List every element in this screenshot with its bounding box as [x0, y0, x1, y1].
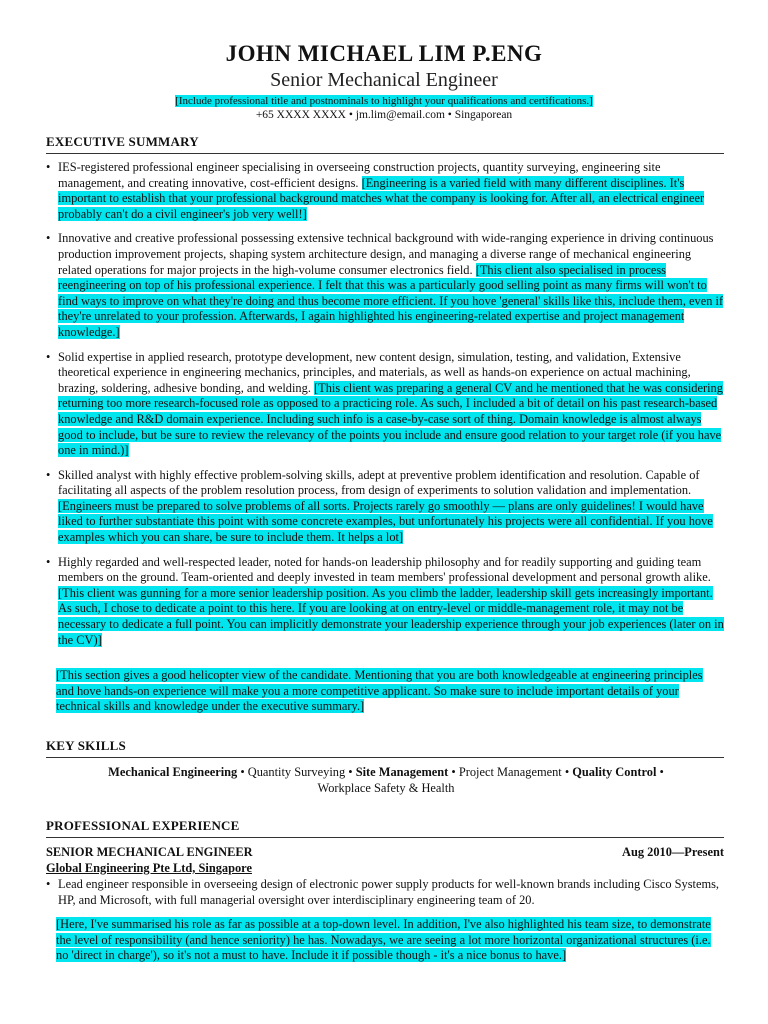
skill-item: Quantity Surveying — [247, 765, 346, 779]
skill-item: Quality Control — [572, 765, 657, 779]
summary-closing-note: [This section gives a good helicopter view of the candidate. Mentioning that you are both knowledgeable at engineering principles and hove hands-on experience will make you a more competitive applicant. So make sure to include important details of your technical skills and knowledge under the executive summary.] — [56, 668, 703, 714]
skill-item: Mechanical Engineering — [108, 765, 238, 779]
annotation-note: [This client was preparing a general CV and he mentioned that he was considering returning too more research-focused role as opposed to a practicing role. As such, I included a bit of detail on his past research-based knowledge and R&D domain experience. Including such info is a case-by-case sort of thing. Domain knowledge is almost always good to include, but be sure to review the relevancy of the points you include and ensure good relation to your target role (if you have one in mind.)] — [58, 380, 723, 458]
company-name: Global Engineering Pte Ltd, Singapore — [46, 861, 252, 875]
summary-bullet: • IES-registered professional engineer specialising in overseeing construction projects, quantity surveying, engineering site management, and creating innovative, cost-efficient designs. [Engineering is a varied field with many different disciplines. It's important to establish that your professional background matches what the company is looking for. After all, an electrical engineer probably can't do a civil engineer's job very well!] — [46, 160, 726, 222]
annotation-note: [Engineering is a varied field with many different disciplines. It's important to establish that your professional background matches what the company is looking for. After all, an electrical engineer probably can't do a civil engineer's job very well!] — [58, 175, 705, 221]
summary-bullet: • Innovative and creative professional possessing extensive technical background with wide-ranging experience in driving continuous production improvement projects, shaping system architecture design, and managing a diverse range of mechanical engineering related operations for major projects in the high-volume consumer electronics field. [This client also specialised in process reengineering on top of his professional experience. I felt that this was a particularly good selling point as many firms will won't to find ways to improve on what they're doing and thus become more efficient. If you hove 'general' skills like this, include them, even if they're unrelated to your profession. Afterwards, I again highlighted his engineering-related expertise and project management knowledge.] — [46, 231, 726, 340]
resume-header — [0, 0, 768, 123]
summary-bullets — [46, 160, 726, 657]
contact-line: +65 XXXX XXXX • jm.lim@email.com • Singaporean — [255, 109, 513, 121]
annotation-note: [This client also specialised in process reengineering on top of his professional experience. I felt that this was a particularly good selling point as many firms will won't to find ways to improve on what they're doing and thus become more efficient. If you hove 'general' skills like this, include them, even if they're unrelated to your profession. Afterwards, I again highlighted his engineering-related expertise and project management knowledge.] — [58, 262, 724, 339]
skill-item: Workplace Safety & Health — [317, 781, 455, 795]
summary-bullet: • Highly regarded and well-respected leader, noted for hands-on leadership philosophy and for readily supporting and guiding team members on the ground. Team-oriented and deeply invested in team members' professional development and personal growth alike. [This client was gunning for a more senior leadership position. As you climb the ladder, leadership skill gets increasingly important. As such, I chose to dedicate a point to this here. If you are looking at on entry-level or middle-management role, it may not be necessary to dedicate a full point. You can implicitly demonstrate your leadership experience through your job experiences (later on in the CV)] — [46, 555, 726, 649]
experience-note: [Here, I've summarised his role as far as possible at a top-down level. In addition, I've also highlighted his team size, to demonstrate the level of responsibility (and hence seniority) he has. Nowadays, we are seeing a lot more horizontal organizational structures (i.e. no 'direct in charge'), so it's not a must to have. Include it if possible though - it's a nice bonus to have.] — [56, 917, 711, 963]
section-executive-summary: EXECUTIVE SUMMARY — [46, 134, 724, 154]
job-dates: Aug 2010—Present — [622, 845, 724, 859]
key-skills-list: Mechanical Engineering • Quantity Surveying • Site Management • Project Management • Quality Control • Workplace Safety & Health — [108, 765, 664, 795]
section-professional-experience: PROFESSIONAL EXPERIENCE — [46, 818, 724, 838]
skill-item: Site Management — [355, 765, 449, 779]
summary-bullet: • Solid expertise in applied research, prototype development, new content design, simulation, testing, and validation, Extensive theoretical experience in engineering mechanics, principles, and materials, as well as hands-on experience on actual machining, brazing, soldering, adhesive bonding, and welding. [This client was preparing a general CV and he mentioned that he was considering returning too more research-focused role as opposed to a practicing role. As such, I included a bit of detail on his past research-based knowledge and R&D domain experience. Including such info is a case-by-case sort of thing. Domain knowledge is almost always good to include, but be sure to review the relevancy of the points you include and ensure good relation to your target role (if you have one in mind.)] — [46, 350, 726, 459]
job-header — [46, 844, 724, 860]
header-note: [Include professional title and postnominals to highlight your qualifications and certifications.] — [175, 95, 593, 107]
experience-bullets — [46, 877, 726, 917]
skill-item: Project Management — [458, 765, 562, 779]
candidate-name: JOHN MICHAEL LIM P.ENG — [225, 41, 543, 66]
section-key-skills: KEY SKILLS — [46, 738, 724, 758]
experience-bullet: • Lead engineer responsible in overseeing design of electronic power supply products for well-known brands including Cisco Systems, HP, and Microsoft, with full managerial oversight over interdisciplinary engineering team of 20. — [46, 877, 726, 908]
job-title: SENIOR MECHANICAL ENGINEER — [46, 845, 253, 859]
annotation-note: [Engineers must be prepared to solve problems of all sorts. Projects rarely go smoothly — plans are only guidelines! I would have liked to further substantiate this point with some concrete examples, but unfortunately his projects were all confidential. If you hove examples which you can share, be sure to include them. It helps a lot] — [58, 498, 713, 545]
annotation-note: [This client was gunning for a more senior leadership position. As you climb the ladder, leadership skill gets increasingly important. As such, I chose to dedicate a point to this here. If you are looking at on entry-level or middle-management role, it may not be necessary to dedicate a full point. You can implicitly demonstrate your leadership experience through your job experiences (later on in the CV)] — [58, 585, 724, 647]
summary-bullet: • Skilled analyst with highly effective problem-solving skills, adept at preventive problem identification and resolution. Capable of facilitating all aspects of the problem resolution process, from design of experiments to solution validation and implementation. [Engineers must be prepared to solve problems of all sorts. Projects rarely go smoothly — plans are only guidelines! I would have liked to further substantiate this point with some concrete examples, but unfortunately his projects were all confidential. If you hove examples which you can share, be sure to include them. It helps a lot] — [46, 468, 726, 546]
candidate-title: Senior Mechanical Engineer — [270, 69, 498, 91]
